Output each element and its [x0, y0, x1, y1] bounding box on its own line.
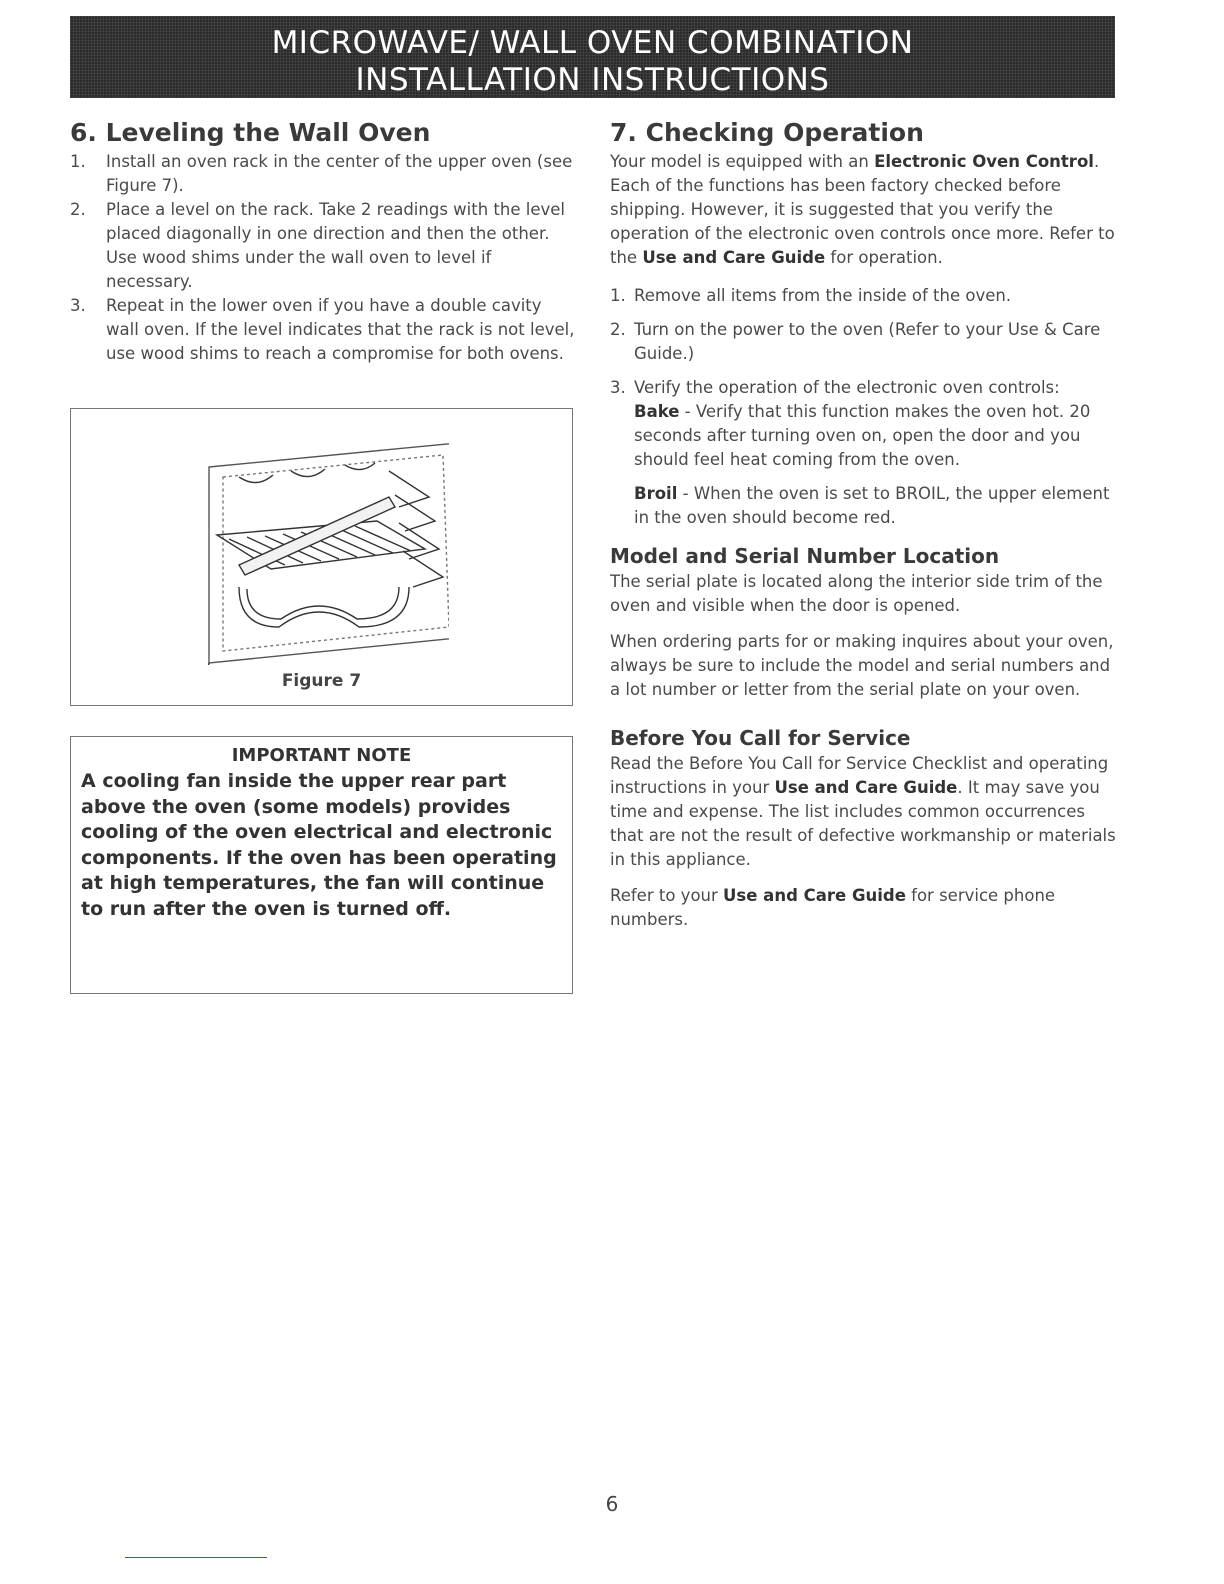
- page-banner: [70, 16, 1115, 98]
- list-item: 1. Remove all items from the inside of the oven.: [610, 286, 1012, 305]
- footer-rule: [125, 1557, 267, 1558]
- bake-text: - Verify that this function makes the oven hot. 20 seconds after turning oven on, open the door and you should feel heat coming from the oven.: [634, 402, 1091, 469]
- list-item: 3. Repeat in the lower oven if you have a double cavity wall oven. If the level indicates that the rack is not level, use wood shims to reach a compromise for both ovens.: [70, 296, 575, 363]
- model-serial-p2: When ordering parts for or making inquires about your oven, always be sure to include the model and serial numbers and a lot number or letter from the serial plate on your oven.: [610, 632, 1114, 699]
- list-item: 2. Place a level on the rack. Take 2 readings with the level placed diagonally in one direction and then the other. Use wood shims under the wall oven to level if necessary.: [70, 200, 565, 291]
- leveling-section: [70, 116, 575, 366]
- important-note-body: A cooling fan inside the upper rear part above the oven (some models) provides cooling of the oven electrical and electronic components. If the oven has been operating at high temperatures, the fan will continue to run after the oven is turned off.: [81, 770, 557, 920]
- list-item: 1. Install an oven rack in the center of the upper oven (see Figure 7).: [70, 152, 573, 195]
- figure-7-box: [70, 408, 573, 706]
- checking-intro: Your model is equipped with an Electronic Oven Control. Each of the functions has been factory checked before shipping. However, it is suggested that you verify the operation of the electronic oven controls once more. Refer to the Use and Care Guide for operation.: [610, 152, 1115, 267]
- checking-section: [610, 116, 1120, 932]
- leveling-steps: [70, 150, 575, 366]
- oven-rack-illustration: [199, 437, 449, 665]
- important-note-title: IMPORTANT NOTE: [231, 745, 412, 766]
- important-note-box: [70, 736, 573, 994]
- bake-label: Bake: [634, 402, 680, 421]
- banner-title-line1: MICROWAVE/ WALL OVEN COMBINATION: [271, 25, 914, 61]
- service-p1: Read the Before You Call for Service Checklist and operating instructions in your Use and Care Guide. It may save you time and expense. The list includes common occurrences that are not the result of defective workmanship or materials in this appliance.: [610, 754, 1116, 869]
- checking-heading: 7. Checking Operation: [610, 118, 924, 147]
- page-number: 6: [605, 1492, 619, 1516]
- model-serial-heading: Model and Serial Number Location: [610, 544, 1000, 568]
- leveling-heading: 6. Leveling the Wall Oven: [70, 118, 431, 147]
- broil-text: - When the oven is set to BROIL, the upper element in the oven should become red.: [634, 484, 1110, 527]
- banner-title-line2: INSTALLATION INSTRUCTIONS: [355, 62, 830, 98]
- checking-steps: [610, 284, 1120, 530]
- broil-label: Broil: [634, 484, 678, 503]
- list-item: 2. Turn on the power to the oven (Refer to your Use & Care Guide.): [610, 320, 1101, 363]
- service-p2: Refer to your Use and Care Guide for service phone numbers.: [610, 886, 1056, 929]
- service-heading: Before You Call for Service: [610, 726, 911, 750]
- model-serial-p1: The serial plate is located along the interior side trim of the oven and visible when the door is opened.: [610, 572, 1103, 615]
- list-item: 3. Verify the operation of the electronic oven controls: Bake - Verify that this function makes the oven hot. 20 seconds after turning oven on, open the door and you should feel heat coming from the oven. Broil - When the oven is set to BROIL, the upper element in the oven should become red.: [610, 378, 1110, 527]
- figure-caption: Figure 7: [281, 671, 362, 691]
